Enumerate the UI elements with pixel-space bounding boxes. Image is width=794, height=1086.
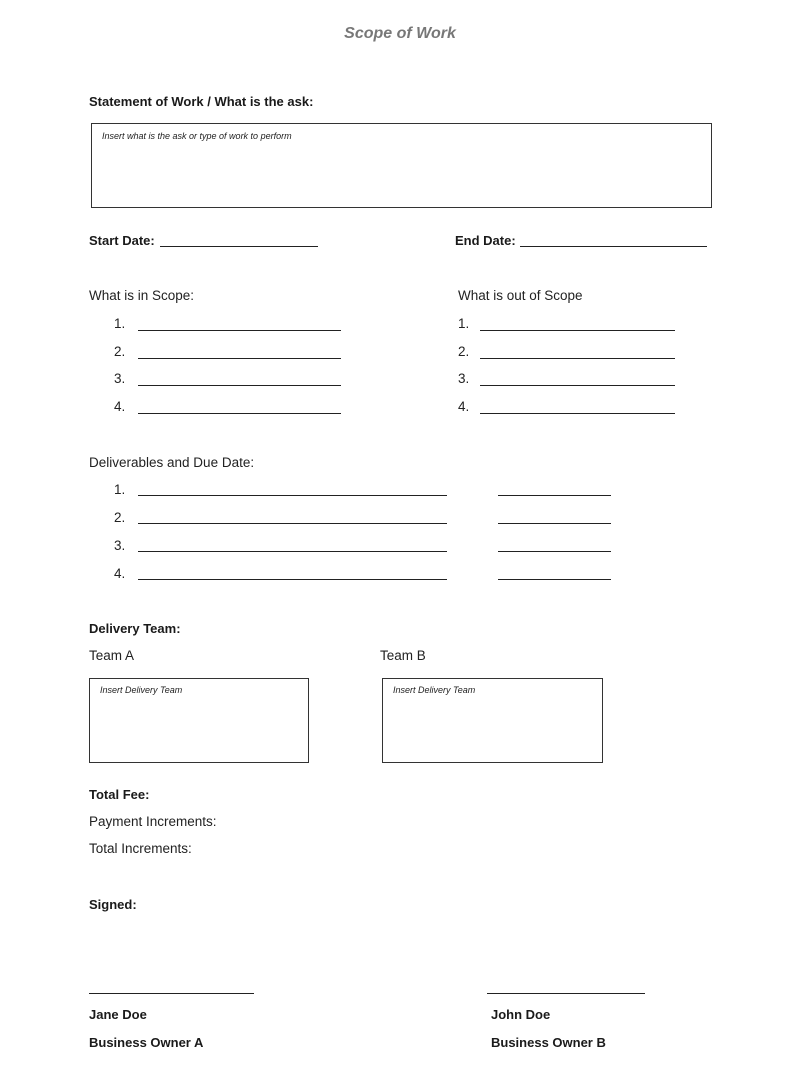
- team-b-placeholder: Insert Delivery Team: [393, 685, 476, 695]
- signer-a-role: Business Owner A: [89, 1035, 204, 1050]
- in-scope-field[interactable]: [138, 385, 341, 386]
- deliverable-number: 1.: [114, 482, 126, 497]
- team-b-input-box[interactable]: [382, 678, 603, 763]
- start-date-field[interactable]: [160, 246, 318, 247]
- in-scope-field[interactable]: [138, 413, 341, 414]
- deliverable-number: 2.: [114, 510, 126, 525]
- signature-line-b[interactable]: [487, 993, 645, 994]
- total-increments-label: Total Increments:: [89, 841, 192, 856]
- deliverable-number: 3.: [114, 538, 126, 553]
- out-of-scope-field[interactable]: [480, 358, 675, 359]
- signer-b-name: John Doe: [491, 1007, 551, 1022]
- out-of-scope-field[interactable]: [480, 413, 675, 414]
- deliverables-label: Deliverables and Due Date:: [89, 455, 255, 470]
- in-scope-number: 4.: [114, 399, 126, 414]
- out-of-scope-label: What is out of Scope: [458, 288, 583, 303]
- signed-label: Signed:: [89, 897, 137, 912]
- due-date-field[interactable]: [498, 579, 611, 580]
- statement-placeholder: Insert what is the ask or type of work to perform: [102, 131, 292, 141]
- deliverable-field[interactable]: [138, 523, 447, 524]
- out-of-scope-number: 1.: [458, 316, 470, 331]
- team-a-label: Team A: [89, 648, 135, 663]
- end-date-label: End Date:: [455, 233, 516, 248]
- team-a-input-box[interactable]: [89, 678, 309, 763]
- deliverable-number: 4.: [114, 566, 126, 581]
- team-a-placeholder: Insert Delivery Team: [100, 685, 183, 695]
- deliverable-field[interactable]: [138, 495, 447, 496]
- page-title: Scope of Work: [344, 25, 456, 42]
- signer-a-name: Jane Doe: [89, 1007, 147, 1022]
- out-of-scope-number: 2.: [458, 344, 470, 359]
- end-date-field[interactable]: [520, 246, 707, 247]
- team-b-label: Team B: [380, 648, 426, 663]
- in-scope-number: 3.: [114, 371, 126, 386]
- delivery-team-label: Delivery Team:: [89, 621, 181, 636]
- total-fee-label: Total Fee:: [89, 787, 150, 802]
- payment-increments-label: Payment Increments:: [89, 814, 217, 829]
- out-of-scope-number: 4.: [458, 399, 470, 414]
- out-of-scope-field[interactable]: [480, 330, 675, 331]
- in-scope-label: What is in Scope:: [89, 288, 195, 303]
- statement-label: Statement of Work / What is the ask:: [89, 94, 314, 109]
- signer-b-role: Business Owner B: [491, 1035, 606, 1050]
- in-scope-number: 2.: [114, 344, 126, 359]
- due-date-field[interactable]: [498, 495, 611, 496]
- in-scope-field[interactable]: [138, 358, 341, 359]
- out-of-scope-field[interactable]: [480, 385, 675, 386]
- out-of-scope-number: 3.: [458, 371, 470, 386]
- deliverable-field[interactable]: [138, 579, 447, 580]
- in-scope-field[interactable]: [138, 330, 341, 331]
- in-scope-number: 1.: [114, 316, 126, 331]
- deliverable-field[interactable]: [138, 551, 447, 552]
- due-date-field[interactable]: [498, 523, 611, 524]
- signature-line-a[interactable]: [89, 993, 254, 994]
- statement-input-box[interactable]: [91, 123, 712, 208]
- start-date-label: Start Date:: [89, 233, 155, 248]
- due-date-field[interactable]: [498, 551, 611, 552]
